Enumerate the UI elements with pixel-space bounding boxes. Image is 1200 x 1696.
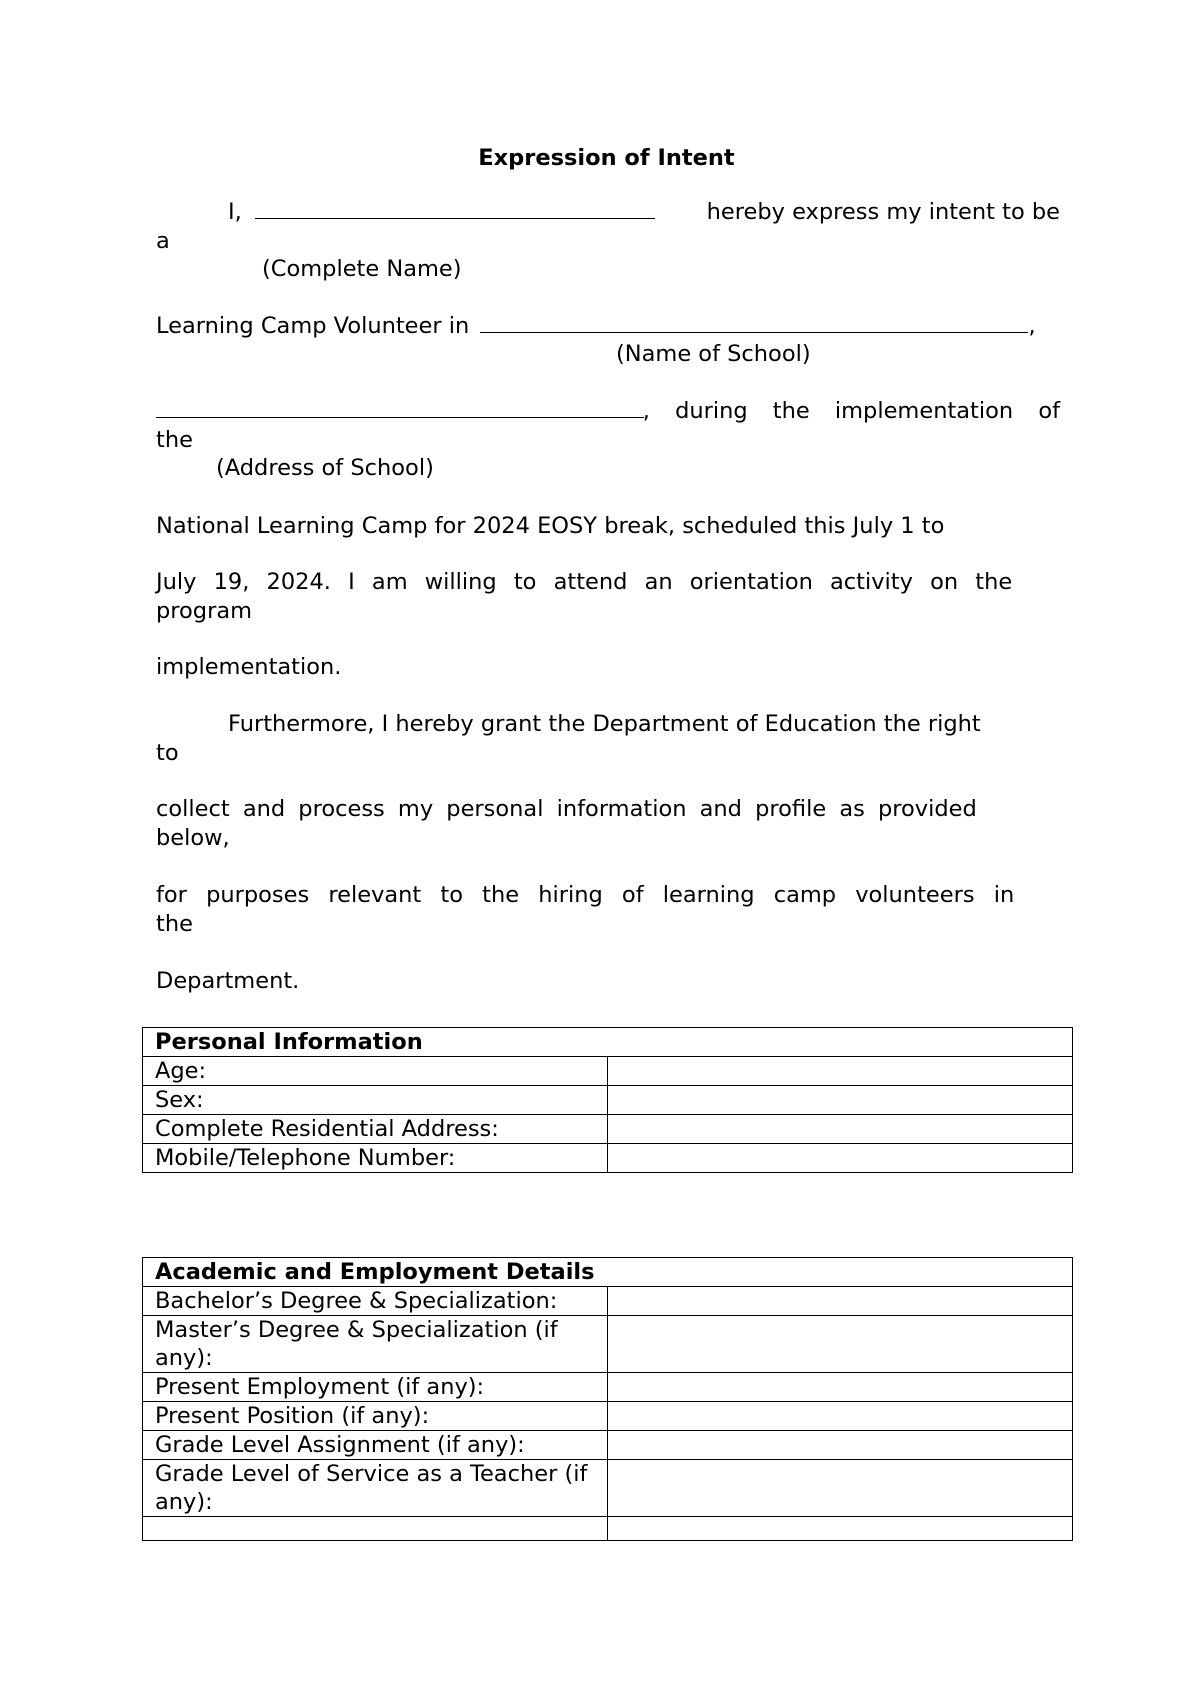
intent-wrap-5: program [156,598,253,624]
table-row [143,1402,1073,1431]
present-employment-field[interactable] [608,1373,1073,1402]
masters-degree-label: Master’s Degree & Specialization (if any): [143,1316,608,1373]
consent-wrap-2: below, [156,825,230,851]
intent-prefix: I, [228,199,242,225]
phone-number-field[interactable] [608,1144,1073,1173]
school-address-blank[interactable] [156,397,644,418]
grade-level-assignment-label: Grade Level Assignment (if any): [143,1431,608,1460]
intent-line-6: implementation. [156,654,342,680]
grade-level-assignment-field[interactable] [608,1431,1073,1460]
complete-name-blank[interactable] [255,198,655,219]
implementation-suffix: , during the implementation of [642,398,1060,424]
residential-address-label: Complete Residential Address: [143,1115,608,1144]
intent-line-4: National Learning Camp for 2024 EOSY break, scheduled this July 1 to [156,513,945,539]
consent-wrap-3: the [156,911,193,937]
table-row [143,1287,1073,1316]
consent-line-1: Furthermore, I hereby grant the Department of Education the right [228,711,981,737]
grade-level-service-label: Grade Level of Service as a Teacher (if any): [143,1460,608,1517]
volunteer-comma: , [1028,313,1036,339]
academic-employment-table [142,1257,1073,1541]
masters-degree-field[interactable] [608,1316,1073,1373]
table-row [143,1144,1073,1173]
intent-line-2 [156,312,1060,340]
school-address-label: (Address of School) [216,455,434,481]
intent-line-3 [156,397,1060,425]
intent-wrap-1: a [156,228,170,254]
sex-label: Sex: [143,1086,608,1115]
sex-field[interactable] [608,1086,1073,1115]
complete-name-label: (Complete Name) [262,256,462,282]
personal-information-header: Personal Information [143,1028,1073,1057]
intent-line-1 [156,198,1060,226]
consent-line-3: for purposes relevant to the hiring of learning camp volunteers in [156,882,1015,908]
table-row [143,1057,1073,1086]
school-name-blank[interactable] [480,312,1028,333]
school-name-label: (Name of School) [616,341,811,367]
table-row [143,1316,1073,1373]
present-employment-label: Present Employment (if any): [143,1373,608,1402]
phone-number-label: Mobile/Telephone Number: [143,1144,608,1173]
intent-wrap-3: the [156,427,193,453]
empty-label [143,1517,608,1541]
table-row [143,1460,1073,1517]
bachelors-degree-label: Bachelor’s Degree & Specialization: [143,1287,608,1316]
table-row [143,1115,1073,1144]
table-row [143,1373,1073,1402]
present-position-label: Present Position (if any): [143,1402,608,1431]
grade-level-service-field[interactable] [608,1460,1073,1517]
table-row [143,1086,1073,1115]
consent-wrap-1: to [156,740,179,766]
table-row [143,1431,1073,1460]
intent-suffix: hereby express my intent to be [706,199,1060,225]
age-label: Age: [143,1057,608,1086]
personal-information-table [142,1027,1073,1173]
intent-line-5: July 19, 2024. I am willing to attend an orientation activity on the [156,569,1013,595]
volunteer-prefix: Learning Camp Volunteer in [156,313,470,339]
consent-line-2: collect and process my personal information and profile as provided [156,796,977,822]
bachelors-degree-field[interactable] [608,1287,1073,1316]
academic-employment-header: Academic and Employment Details [143,1258,1073,1287]
age-field[interactable] [608,1057,1073,1086]
residential-address-field[interactable] [608,1115,1073,1144]
table-row [143,1517,1073,1541]
empty-field[interactable] [608,1517,1073,1541]
consent-line-4: Department. [156,968,300,994]
present-position-field[interactable] [608,1402,1073,1431]
document-title: Expression of Intent [478,145,735,171]
